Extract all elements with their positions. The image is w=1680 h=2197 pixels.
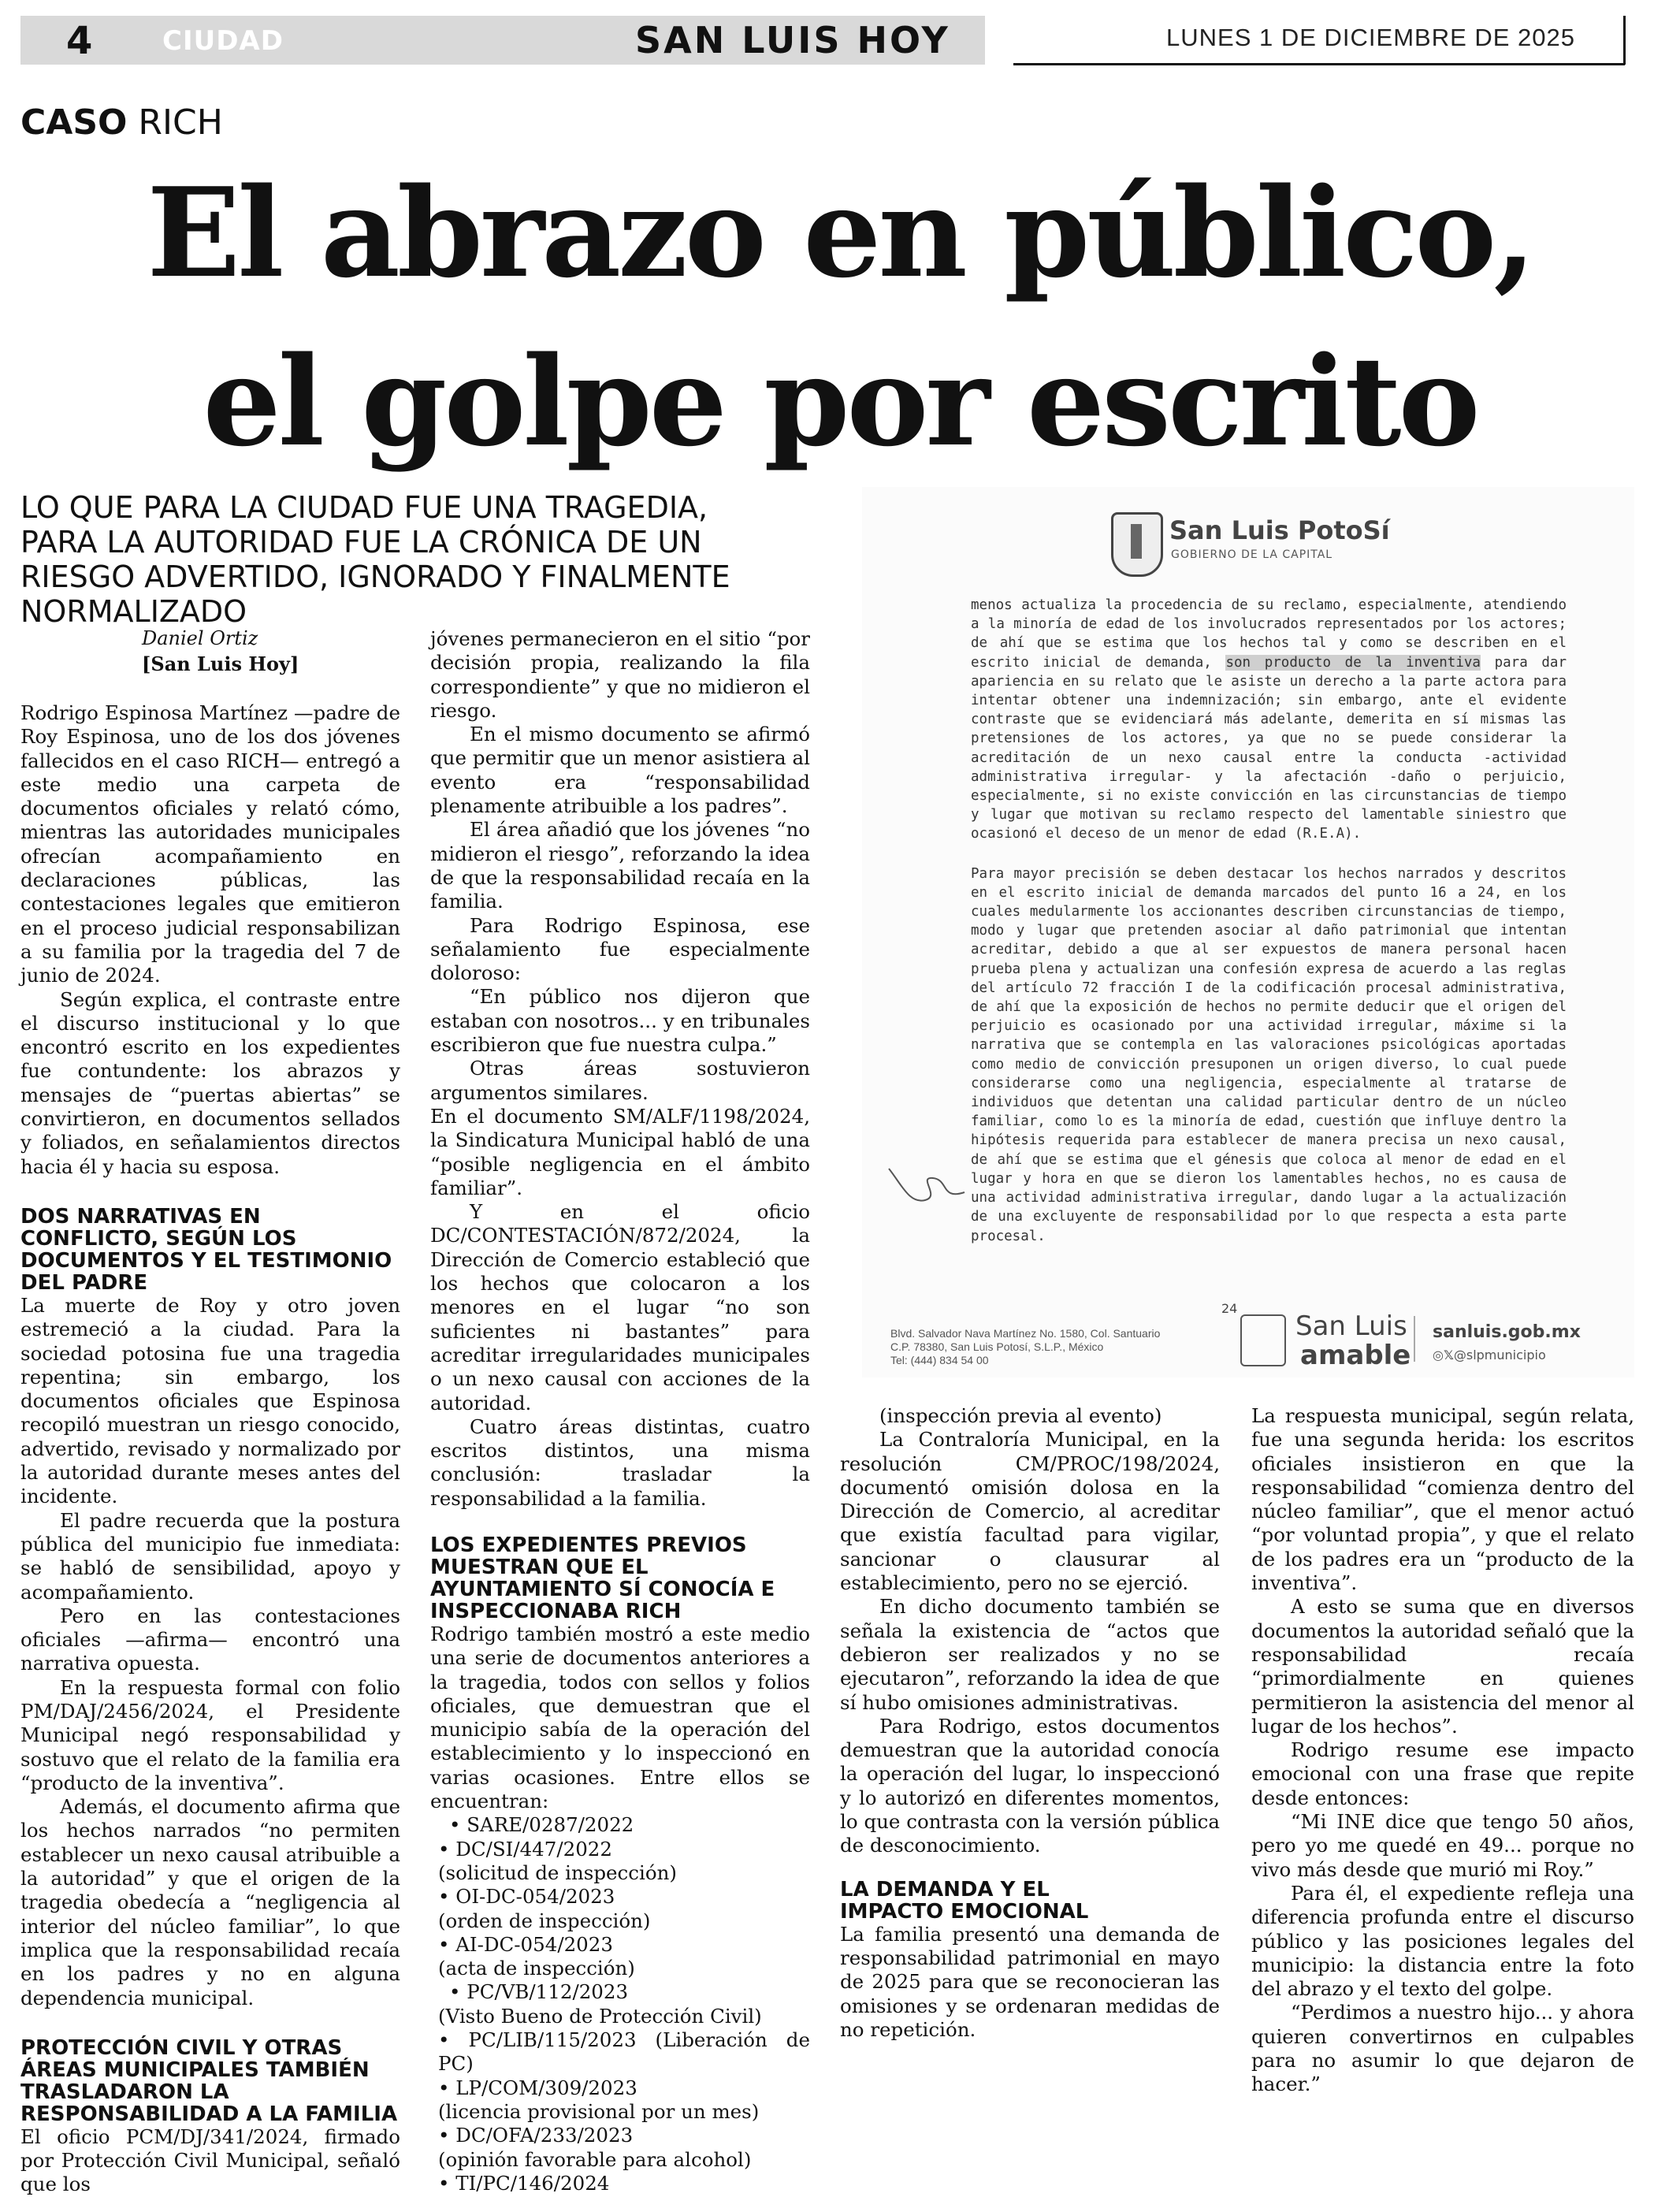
byline-author: Daniel Ortiz xyxy=(142,627,258,649)
amable-logo-line2: amable xyxy=(1300,1340,1411,1371)
paragraph: Además, el documento afirma que los hechos narrados “no permiten establecer un nexo causal atribuible a la autoridad” y que el origen de la tragedia obedecía a “negligencia al interior del núcleo familiar”, lo que implica que la responsabilidad recaía en los padres y no en alguna dependencia municipal. xyxy=(20,1795,400,2009)
paragraph: Para Rodrigo Espinosa, ese señalamiento fue especialmente doloroso: xyxy=(430,913,810,985)
document-paragraph xyxy=(971,596,1567,844)
list-item: • AI-DC-054/2023 xyxy=(438,1932,613,1956)
article-column-4 xyxy=(1251,1404,1634,2097)
paragraph: Y en el oficio DC/CONTESTACIÓN/872/2024, la Dirección de Comercio estableció que los hechos que colocaron a los menores en el lugar “no son suficientes ni bastantes” para acreditar irregularidades municipales o un nexo causal con acciones de la autoridad. xyxy=(430,1200,810,1414)
paragraph: A esto se suma que en diversos documentos la autoridad señaló que la responsabilidad recaía “primordialmente en quienes permitieron la asistencia del menor al lugar de los hechos”. xyxy=(1251,1595,1634,1738)
paragraph: (inspección previa al evento) xyxy=(879,1404,1162,1427)
header-rule xyxy=(1013,63,1625,65)
article-column-3 xyxy=(840,1404,1220,2042)
logo-title: San Luis PotoSí xyxy=(1169,515,1390,545)
paragraph: En dicho documento también se señala la existencia de “actos que debieron ser realizados y no se ejecutaron”, reforzando la idea de que sí hubo omisiones administrativas. xyxy=(840,1595,1220,1714)
website: sanluis.gob.mx xyxy=(1433,1322,1581,1342)
paragraph: En la respuesta formal con folio PM/DAJ/2456/2024, el Presidente Municipal negó responsabilidad y sostuvo que el relato de la familia era “producto de la inventiva”. xyxy=(20,1675,400,1794)
footer-divider xyxy=(1414,1316,1415,1362)
subheading: PROTECCIÓN CIVIL Y OTRAS ÁREAS MUNICIPALES TAMBIÉN TRASLADARON LA RESPONSABILIDAD A LA FAMILIA xyxy=(20,2035,398,2126)
amable-logo-line1: San Luis xyxy=(1295,1310,1407,1342)
paragraph: En el documento SM/ALF/1198/2024, la Sindicatura Municipal habló de una “posible negligencia en el ámbito familiar”. xyxy=(430,1104,810,1199)
paragraph: La Contraloría Municipal, en la resolución CM/PROC/198/2024, documentó omisión dolosa en la Dirección de Comercio, al acreditar que existía facultad para vigilar, sancionar o clausurar al establecimiento, pero no se ejerció. xyxy=(840,1428,1220,1595)
kicker-bold: CASO xyxy=(20,102,128,143)
municipal-seal-icon xyxy=(1240,1314,1286,1366)
list-item: • SARE/0287/2022 xyxy=(449,1813,634,1837)
paragraph: jóvenes permanecieron en el sitio “por decisión propia, realizando la fila correspondiente” y que no midieron el riesgo. xyxy=(430,627,810,722)
document-address: Blvd. Salvador Nava Martínez No. 1580, Col. Santuario C.P. 78380, San Luis Potosí, S.L.P., México Tel: (444) 834 54 00 xyxy=(890,1327,1161,1366)
list-item: • LP/COM/309/2023 xyxy=(438,2076,637,2099)
paragraph: Cuatro áreas distintas, cuatro escritos distintos, una misma conclusión: trasladar la responsabilidad a la familia. xyxy=(430,1414,810,1510)
list-item: (solicitud de inspección) xyxy=(438,1861,677,1884)
document-text: para dar apariencia en su relato que le asiste un derecho a la parte actora para intentar obtener una indemnización; sin embargo, ante el evidente contraste que se evidenciará más adelante, demerita en sí mismas las pretensiones de los actores, ya que no se puede considerar la acreditación de un nexo causal entre la conducta -actividad administrativa irregular- y la afectación -daño o perjuicio, especialmente, si no existe convicción en las circunstancias de tiempo y lugar que motivan su reclamo respecto del lamentable siniestro que ocasionó el deceso de un menor de edad (R.E.A). xyxy=(971,654,1567,842)
highlighted-text: son producto de la inventiva xyxy=(1225,654,1481,671)
headline-line-1: El abrazo en público, xyxy=(147,161,1533,305)
document-scan xyxy=(862,487,1634,1377)
quote: “Perdimos a nuestro hijo... y ahora quieren convertirnos en culpables para no asumir lo que dejaron de hacer.” xyxy=(1251,2001,1634,2096)
quote: “En público nos dijeron que estaban con nosotros... y en tribunales escribieron que fue nuestra culpa.” xyxy=(430,985,810,1057)
article-column-1 xyxy=(20,701,400,2197)
paragraph: El oficio PCM/DJ/341/2024, firmado por Protección Civil Municipal, señaló que los xyxy=(20,2125,400,2196)
headline-line-2: el golpe por escrito xyxy=(203,329,1477,474)
document-page-number: 24 xyxy=(1221,1301,1238,1316)
section-label: CIUDAD xyxy=(162,25,284,57)
list-item: (Visto Bueno de Protección Civil) xyxy=(438,2004,762,2028)
document-paragraph: Para mayor precisión se deben destacar los hechos narrados y descritos en el escrito inicial de demanda marcados del punto 16 a 24, en los cuales medularmente los accionantes describen circunstancias de tiempo, modo y lugar que pretenden asociar al daño patrimonial que intentan acreditar, debido a que al ser expuestos de manera personal hacen prueba plena y actualizan una confesión expresa de acuerdo a las reglas del artículo 72 fracción I de la codificación procesal administrativa, de ahí que la exposición de hechos no permite deducir que el origen del perjuicio es ocasionado por una actividad irregular, máxime si la narrativa que se contempla en las valoraciones psicológicas aportadas como medio de convicción presuponen un origen diverso, lo cual puede considerarse como una negligencia, especialmente al tratarse de individuos que detentan una calidad particular dentro de un núcleo familiar, como lo es la minoría de edad, cuestión que influye dentro la hipótesis requerida para establecer de manera precisa un nexo causal, de ahí que se estima que el génesis que coloca al menor de edad en el lugar y hora en que se dieron los lamentables hechos, no es causa de una actividad administrativa irregular, dando lugar a la actualización de una excluyente de responsabilidad por lo que respecta a esta parte procesal. xyxy=(971,865,1567,1244)
paragraph: Rodrigo Espinosa Martínez —padre de Roy Espinosa, uno de los dos jóvenes fallecidos en el caso RICH— entregó a este medio una carpeta de documentos oficiales y relató cómo, mientras las autoridades municipales ofrecían acompañamiento en declaraciones públicas, las contestaciones legales que emitieron en el proceso judicial responsabilizan a su familia por la tragedia del 7 de junio de 2024. xyxy=(20,701,400,987)
masthead: SAN LUIS HOY xyxy=(635,19,950,61)
subheading: DOS NARRATIVAS EN CONFLICTO, SEGÚN LOS DOCUMENTOS Y EL TESTIMONIO DEL PADRE xyxy=(20,1204,392,1295)
paragraph: La respuesta municipal, según relata, fue una segunda herida: los escritos oficiales insistieron en que la responsabilidad “comienza dentro del núcleo familiar”, que el menor actuó “por voluntad propia”, y que el relato de los padres era un “producto de la inventiva”. xyxy=(1251,1404,1634,1595)
list-item: (orden de inspección) xyxy=(438,1909,651,1932)
list-item: (licencia provisional por un mes) xyxy=(438,2099,760,2123)
list-item: • TI/PC/146/2024 xyxy=(438,2171,610,2195)
paragraph: El padre recuerda que la postura pública del municipio fue inmediata: se habló de sensibilidad, apoyo y acompañamiento. xyxy=(20,1508,400,1604)
paragraph: Otras áreas sostuvieron argumentos similares. xyxy=(430,1057,810,1104)
list-item: • OI-DC-054/2023 xyxy=(438,1885,615,1909)
page-number: 4 xyxy=(66,19,93,63)
list-item: (acta de inspección) xyxy=(438,1957,635,1980)
paragraph: La muerte de Roy y otro joven estremeció a la ciudad. Para la sociedad potosina fue una tragedia repentina; sin embargo, los documentos oficiales que Espinosa recopiló muestran un riesgo conocido, advertido, revisado y normalizado por la autoridad durante meses antes del incidente. xyxy=(20,1293,400,1508)
paragraph: En el mismo documento se afirmó que permitir que un menor asistiera al evento era “responsabilidad plenamente atribuible a los padres”. xyxy=(430,723,810,818)
paragraph: Para Rodrigo, estos documentos demuestran que la autoridad conocía la operación del lugar, lo inspeccionó y lo autorizó en diferentes momentos, lo que contrasta con la versión pública de desconocimiento. xyxy=(840,1714,1220,1857)
logo-subtitle: GOBIERNO DE LA CAPITAL xyxy=(1171,548,1333,561)
paragraph: El área añadió que los jóvenes “no midieron el riesgo”, reforzando la idea de que la responsabilidad recaía en la familia. xyxy=(430,818,810,913)
byline-outlet: [San Luis Hoy] xyxy=(142,652,299,675)
kicker xyxy=(20,102,223,143)
list-item: • PC/VB/112/2023 xyxy=(449,1980,629,2004)
list-item: • DC/SI/447/2022 xyxy=(438,1837,612,1861)
quote: “Mi INE dice que tengo 50 años, pero yo me quedé en 49... porque no vivo más desde que murió mi Roy.” xyxy=(1251,1810,1634,1881)
paragraph: Rodrigo resume ese impacto emocional con una frase que repite desde entonces: xyxy=(1251,1738,1634,1809)
paragraph: Para él, el expediente refleja una diferencia profunda entre el discurso público y las posiciones legales del municipio: la distancia entre la foto del abrazo y el texto del golpe. xyxy=(1251,1881,1634,2001)
paragraph: Rodrigo también mostró a este medio una serie de documentos anteriores a la tragedia, todos con sellos y folios oficiales, que demuestran que el municipio sabía de la operación del establecimiento y lo inspeccionó en varias ocasiones. Entre ellos se encuentran: xyxy=(430,1622,810,1813)
deck: LO QUE PARA LA CIUDAD FUE UNA TRAGEDIA, PARA LA AUTORIDAD FUE LA CRÓNICA DE UN RIESGO ADVERTIDO, IGNORADO Y FINALMENTE NORMALIZADO xyxy=(20,490,730,629)
document-body xyxy=(971,596,1567,1266)
list-item: • PC/LIB/115/2023 (Liberación de PC) xyxy=(438,2028,810,2076)
article-column-2 xyxy=(430,627,810,2195)
issue-date: LUNES 1 DE DICIEMBRE DE 2025 xyxy=(1166,24,1576,51)
social-handle xyxy=(1433,1348,1546,1362)
paragraph: Pero en las contestaciones oficiales —afirma— encontró una narrativa opuesta. xyxy=(20,1604,400,1675)
signature-icon xyxy=(886,1161,972,1208)
subheading: LA DEMANDA Y EL IMPACTO EMOCIONAL xyxy=(840,1877,1089,1924)
list-item: • DC/OFA/233/2023 xyxy=(438,2124,634,2147)
social-handle-text: @slpmunicipio xyxy=(1453,1348,1546,1362)
kicker-rest: RICH xyxy=(127,102,223,143)
document-text: menos actualiza la procedencia de su reclamo, especialmente, atendiendo a la minoría de edad de los involucrados representados por los actores; de ahí que se estima que los hechos tal y como se describen en el escrito inicial de demanda, xyxy=(971,597,1567,671)
social-icons: ◎𝕏 xyxy=(1433,1348,1454,1362)
header-divider xyxy=(1623,16,1626,65)
coat-of-arms-icon xyxy=(1111,512,1163,577)
list-item: (opinión favorable para alcohol) xyxy=(438,2147,752,2171)
subheading: LOS EXPEDIENTES PREVIOS MUESTRAN QUE EL AYUNTAMIENTO SÍ CONOCÍA E INSPECCIONABA RICH xyxy=(430,1533,775,1623)
paragraph: La familia presentó una demanda de responsabilidad patrimonial en mayo de 2025 para que se reconocieran las omisiones y se ordenaran medidas de no repetición. xyxy=(840,1922,1220,2041)
page-header xyxy=(20,16,1625,65)
paragraph: Según explica, el contraste entre el discurso institucional y lo que encontró escrito en los expedientes fue contundente: los abrazos y mensajes de “puertas abiertas” se convirtieron, en documentos sellados y foliados, en señalamientos directos hacia él y hacia su esposa. xyxy=(20,987,400,1178)
